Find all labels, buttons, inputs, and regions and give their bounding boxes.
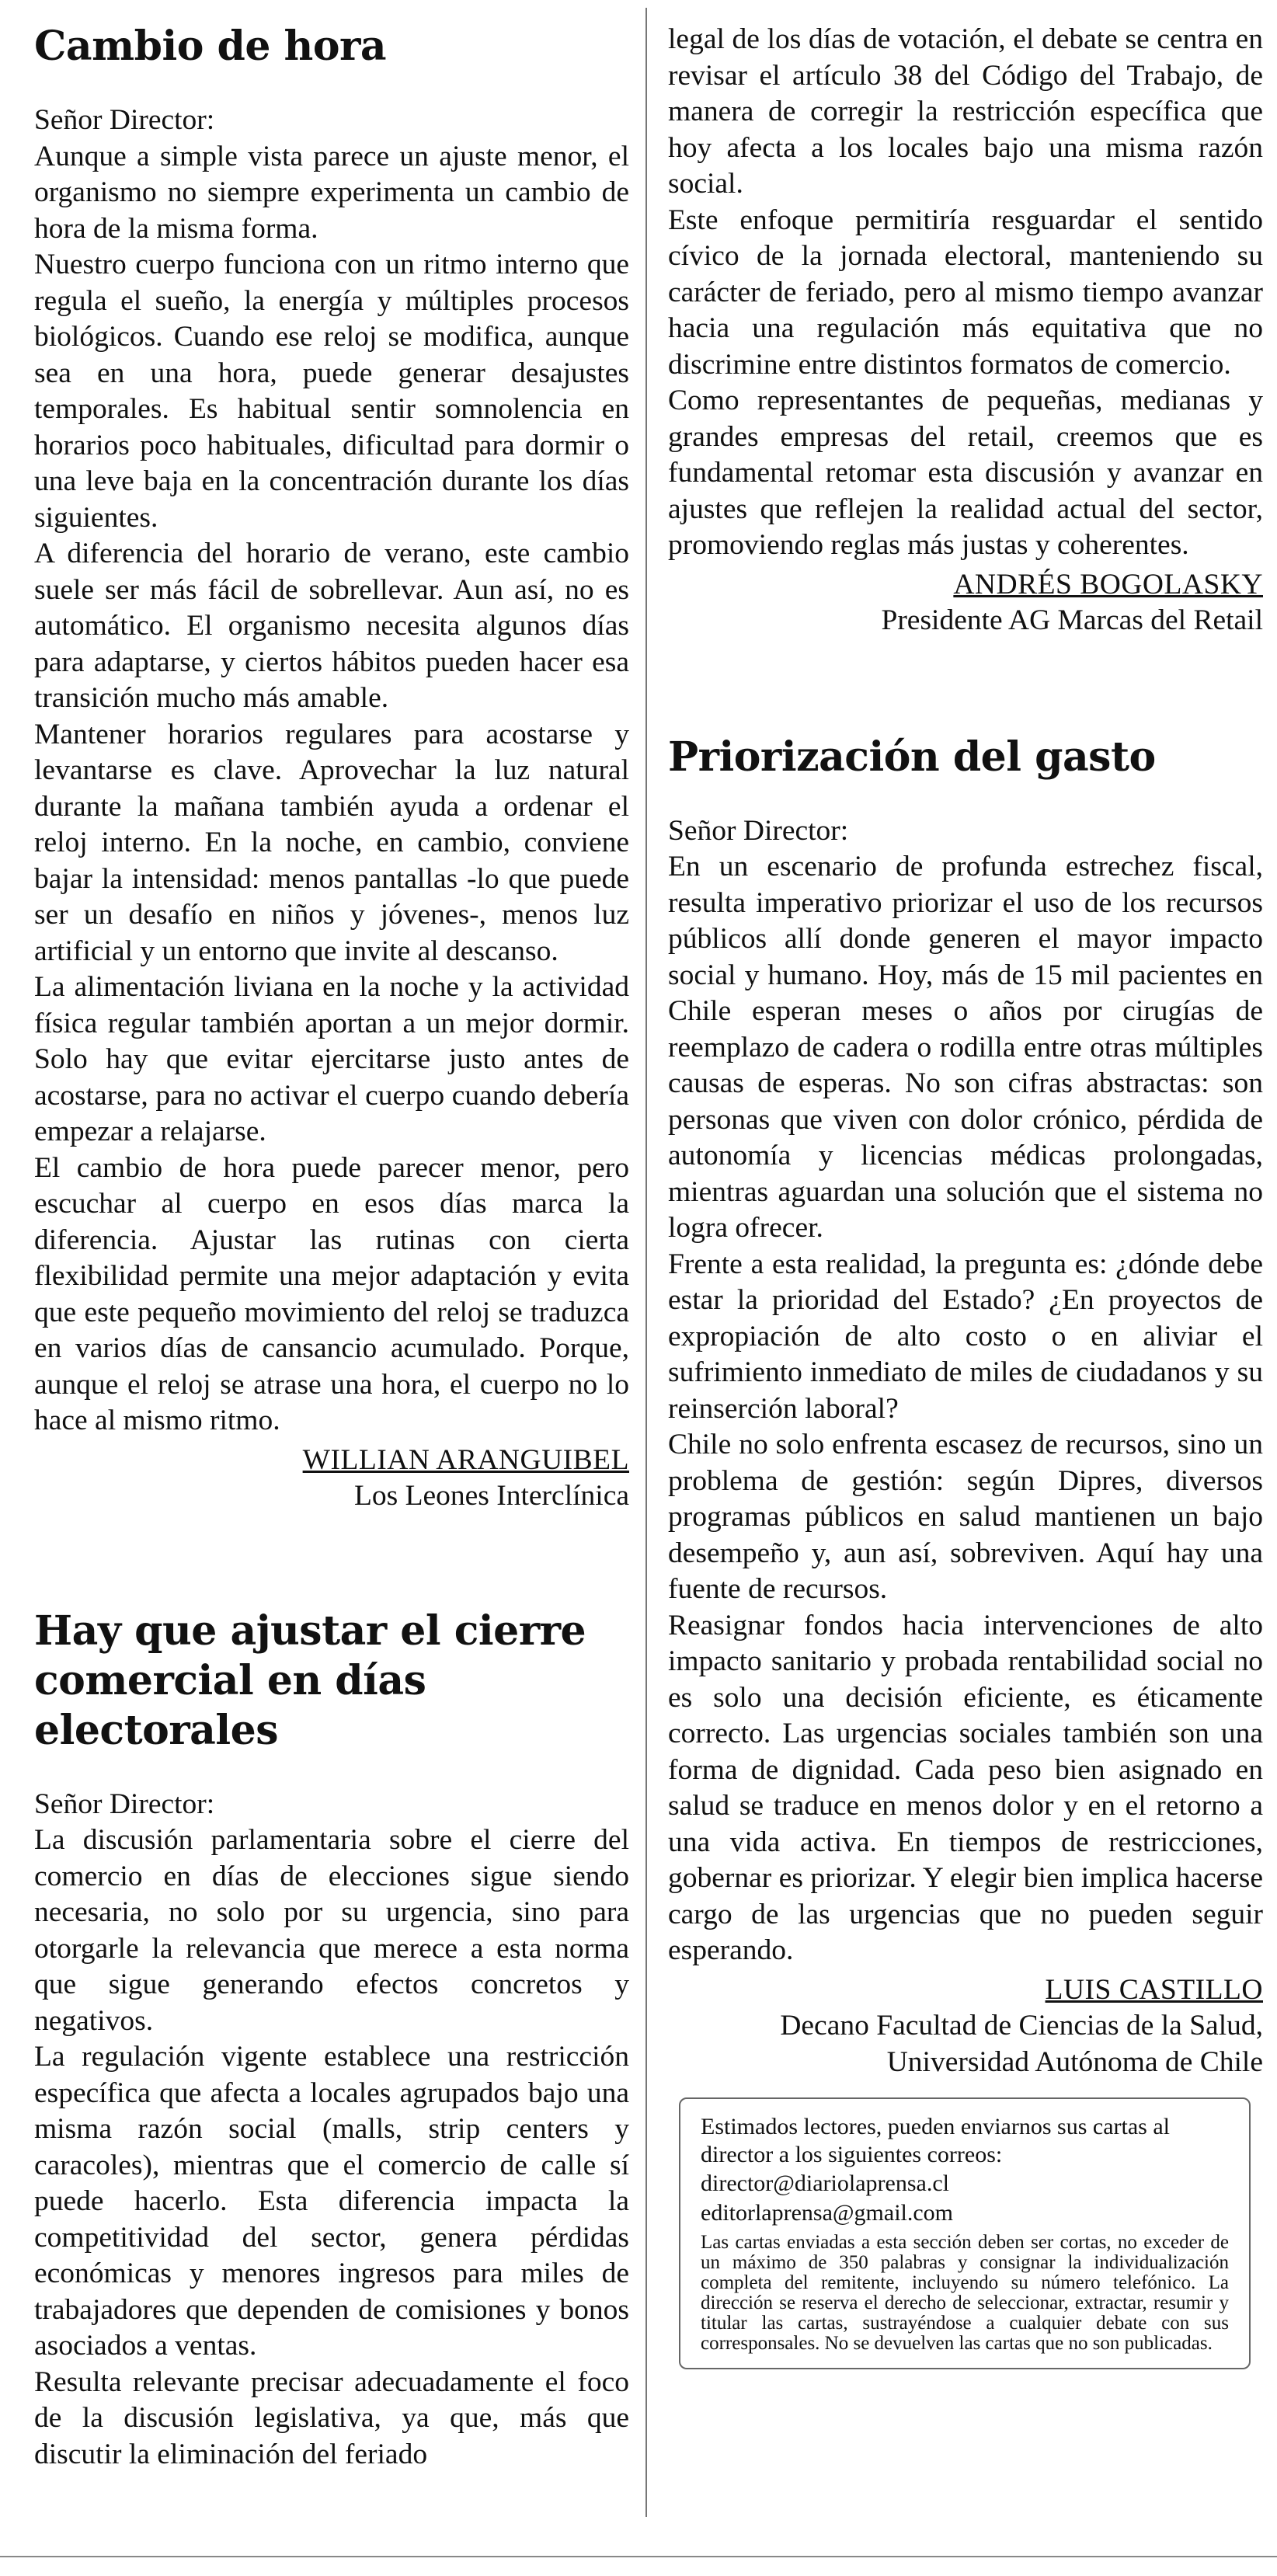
letter-paragraph: Chile no solo enfrenta escasez de recursos, sino un problema de gestión: según Dipres, diversos programas públicos en salud mantienen un bajo desempeño y, aun así, sobreviven. Aquí hay una fuente de recursos. [668, 1429, 1263, 1605]
letter-paragraph: legal de los días de votación, el debate se centra en revisar el artículo 38 del Código del Trabajo, de manera de corregir la restricción específica que hoy afecta a los locales bajo una misma razón social. [668, 23, 1263, 200]
contact-info-box [679, 2097, 1251, 2369]
letter-author: ANDRÉS BOGOLASKY [953, 568, 1263, 600]
letter-salutation: Señor Director: [34, 1788, 215, 1820]
letter-title: Priorización del gasto [668, 733, 1156, 781]
right-column [668, 22, 1263, 2369]
letter-paragraph: La regulación vigente establece una restricción específica que afecta a locales agrupados bajo una misma razón social (malls, strip centers y caracoles), mientras que el comercio de calle sí puede hacerlo. Esta diferencia impacta la competitividad del sector, genera pérdidas económicas y menores ingresos para miles de trabajadores que dependen de comisiones y bonos asociados a ventas. [34, 2041, 629, 2362]
letter-paragraph: La discusión parlamentaria sobre el cierre del comercio en días de elecciones sigue siendo necesaria, no solo por su urgencia, sino para otorgarle la relevancia que merece a esta norma que sigue generando efectos concretos y negativos. [34, 1824, 629, 2037]
letter-cambio-de-hora [34, 22, 629, 1515]
letter-author: LUIS CASTILLO [1045, 1973, 1263, 2006]
letter-author-role: Decano Facultad de Ciencias de la Salud, [780, 2010, 1263, 2042]
letter-paragraph: Resulta relevante precisar adecuadamente el foco de la discusión legislativa, ya que, más que discutir la eliminación del feriado [34, 2365, 629, 2470]
letter-paragraph: Reasignar fondos hacia intervenciones de alto impacto sanitario y probada rentabilidad social no es solo una decisión eficiente, es éticamente correcto. Las urgencias sociales también son una forma de dignidad. Cada peso bien asignado en salud se traduce en menos dolor y en el retorno a una vida activa. En tiempos de restricciones, gobernar es priorizar. Y elegir bien implica hacerse cargo de las urgencias que no pueden seguir esperando. [668, 1609, 1263, 1966]
letter-cierre-comercial [34, 1607, 629, 2473]
letter-paragraph: Este enfoque permitiría resguardar el sentido cívico de la jornada electoral, manteniendo su carácter de feriado, pero al mismo tiempo avanzar hacia una regulación más equitativa que no discrimine entre distintos formatos de comercio. [668, 204, 1263, 381]
letter-title: Cambio de hora [34, 23, 387, 70]
letter-author: WILLIAN ARANGUIBEL [302, 1443, 629, 1476]
letter-salutation: Señor Director: [34, 104, 215, 136]
letter-paragraph: En un escenario de profunda estrechez fiscal, resulta imperativo priorizar el uso de los recursos públicos allí donde generen el mayor impacto social y humano. Hoy, más de 15 mil pacientes en Chile esperan meses o años por cirugías de reemplazo de cadera o rodilla entre otras múltiples causas de esperas. No son cifras abstractas: son personas que viven con dolor crónico, pérdida de autonomía y licencias médicas prolongadas, mientras aguardan una solución que el sistema no logra ofrecer. [668, 851, 1263, 1244]
contact-rules: Las cartas enviadas a esta sección deben ser cortas, no exceder de un máximo de 350 palabras y consignar la individualización completa del remitente, incluyendo su número telefónico. La dirección se reserva el derecho de seleccionar, extractar, resumir y titular las cartas, sustrayéndose a cualquier debate con sus corresponsales. No se devuelven las cartas que no son publicadas. [701, 2232, 1229, 2354]
letter-paragraph: Frente a esta realidad, la pregunta es: ¿dónde debe estar la prioridad del Estado? ¿En proyectos de expropiación de alto costo o en aliviar el sufrimiento inmediato de miles de ciudadanos y su reinserción laboral? [668, 1248, 1263, 1425]
letter-title: Hay que ajustar el cierre comercial en días electorales [34, 1607, 586, 1754]
letter-priorizacion-del-gasto [668, 733, 1263, 2081]
letter-salutation: Señor Director: [668, 814, 849, 847]
letter-author-institution: Universidad Autónoma de Chile [886, 2045, 1263, 2078]
contact-email-editor[interactable]: editorlaprensa@gmail.com [701, 2200, 954, 2226]
column-divider [645, 8, 647, 2517]
letter-paragraph: Mantener horarios regulares para acostarse y levantarse es clave. Aprovechar la luz natural durante la mañana también ayuda a ordenar el reloj interno. En la noche, en cambio, conviene bajar la intensidad: menos pantallas -lo que puede ser un desafío en niños y jóvenes-, menos luz artificial y un entorno que invite al descanso. [34, 718, 629, 967]
letter-paragraph: Aunque a simple vista parece un ajuste menor, el organismo no siempre experimenta un cambio de hora de la misma forma. [34, 140, 629, 245]
letter-cierre-comercial-continued [668, 22, 1263, 639]
letter-paragraph: A diferencia del horario de verano, este cambio suele ser más fácil de sobrellevar. Aun así, no es automático. El organismo necesita algunos días para adaptarse, y ciertos hábitos pueden hacer esa transición mucho más amable. [34, 538, 629, 714]
letter-paragraph: El cambio de hora puede parecer menor, pero escuchar al cuerpo en esos días marca la diferencia. Ajustar las rutinas con cierta flexibilidad permite una mejor adaptación y evita que este pequeño movimiento del reloj se traduzca en varios días de cansancio acumulado. Porque, aunque el reloj se atrase una hora, el cuerpo no lo hace al mismo ritmo. [34, 1151, 629, 1436]
letter-paragraph: La alimentación liviana en la noche y la actividad física regular también aportan a un mejor dormir. Solo hay que evitar ejercitarse justo antes de acostarse, para no activar el cuerpo cuando debería empezar a relajarse. [34, 971, 629, 1147]
letter-author-role: Presidente AG Marcas del Retail [881, 604, 1263, 636]
letter-paragraph: Nuestro cuerpo funciona con un ritmo interno que regula el sueño, la energía y múltiples procesos biológicos. Cuando ese reloj se modifica, aunque sea en una hora, puede generar desajustes temporales. Es habitual sentir somnolencia en horarios poco habituales, dificultad para dormir o una leve baja en la concentración durante los días siguientes. [34, 249, 629, 534]
left-column [34, 22, 629, 2473]
contact-intro: Estimados lectores, pueden enviarnos sus cartas al director a los siguientes correos: [701, 2114, 1170, 2167]
letter-paragraph: Como representantes de pequeñas, medianas y grandes empresas del retail, creemos que es fundamental retomar esta discusión y avanzar en ajustes que reflejen la realidad actual del sector, promoviendo reglas más justas y coherentes. [668, 385, 1263, 561]
letter-author-role: Los Leones Interclínica [353, 1480, 629, 1512]
bottom-divider [0, 2556, 1277, 2557]
contact-email-director[interactable]: director@diariolaprensa.cl [701, 2170, 949, 2196]
